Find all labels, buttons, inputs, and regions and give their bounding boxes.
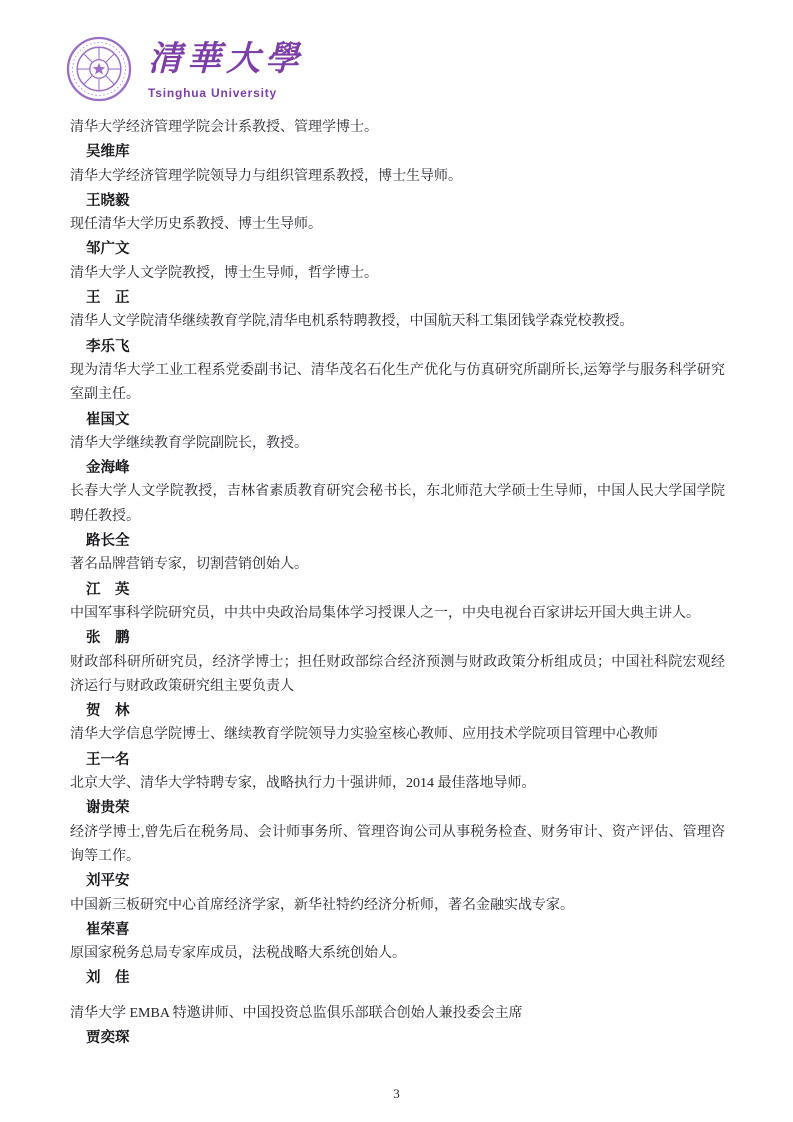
entry-description: 中国军事科学院研究员，中共中央政治局集体学习授课人之一，中央电视台百家讲坛开国大典主讲人。 — [70, 605, 700, 621]
continuation-paragraph: 清华大学经济管理学院会计系教授、管理学博士。 — [70, 120, 378, 135]
entry-name: 张 鹏 — [86, 630, 130, 647]
entry-description: 财政部科研所研究员，经济学博士；担任财政部综合经济预测与财政政策分析组成员；中国社科院宏观经济运行与财政政策研究组主要负责人 — [70, 654, 725, 694]
entry-description: 长春大学人文学院教授，吉林省素质教育研究会秘书长，东北师范大学硕士生导师，中国人民大学国学院聘任教授。 — [70, 484, 725, 524]
page-footer — [0, 1086, 793, 1102]
entry-name: 王晓毅 — [86, 192, 130, 209]
university-name-en: Tsinghua University — [148, 86, 278, 100]
entry-name: 崔荣喜 — [86, 921, 130, 938]
entry-description: 北京大学、清华大学特聘专家，战略执行力十强讲师，2014 最佳落地导师。 — [70, 776, 536, 792]
entry-description: 原国家税务总局专家库成员，法税战略大系统创始人。 — [70, 946, 406, 962]
entry-name: 王 正 — [86, 290, 130, 307]
entry-description: 清华大学人文学院教授，博士生导师，哲学博士。 — [70, 265, 378, 281]
entry-description: 清华大学经济管理学院领导力与组织管理系教授，博士生导师。 — [70, 168, 462, 184]
entry-name: 金海峰 — [86, 460, 130, 477]
header-logo — [66, 36, 304, 102]
entry-name: 刘 佳 — [86, 970, 130, 987]
university-name-zh: 清華大學 — [148, 39, 304, 79]
page-number: 3 — [393, 1086, 400, 1101]
entry-name: 贺 林 — [86, 703, 130, 720]
entry-name: 谢贵荣 — [86, 800, 130, 817]
seal-star — [93, 63, 106, 75]
entry-name: 路长全 — [86, 533, 130, 550]
entry-name: 贾奕琛 — [86, 1029, 130, 1046]
entry-description: 中国新三板研究中心首席经济学家，新华社特约经济分析师，著名金融实战专家。 — [70, 897, 574, 913]
entry-description: 清华大学信息学院博士、继续教育学院领导力实验室核心教师、应用技术学院项目管理中心教师 — [70, 727, 658, 743]
entry-name: 邹广文 — [86, 241, 130, 258]
logo-wordmark — [148, 36, 304, 100]
faculty-list — [70, 116, 725, 1050]
entry-description: 清华大学继续教育学院副院长，教授。 — [70, 435, 308, 451]
entry-description: 现为清华大学工业工程系党委副书记、清华茂名石化生产优化与仿真研究所副所长,运筹学与服务科学研究室副主任。 — [70, 362, 725, 403]
entry-description: 清华大学 EMBA 特邀讲师、中国投资总监俱乐部联合创始人兼投委会主席 — [70, 1005, 523, 1021]
entry-name: 李乐飞 — [86, 338, 130, 355]
entry-name: 王一名 — [86, 751, 130, 768]
entry-description: 著名品牌营销专家，切割营销创始人。 — [70, 557, 308, 573]
entry-name: 吴维库 — [86, 144, 130, 161]
entry-description: 清华人文学院清华继续教育学院,清华电机系特聘教授，中国航天科工集团钱学森党校教授。 — [70, 314, 634, 330]
entry-name: 崔国文 — [86, 411, 130, 428]
tsinghua-seal-icon — [66, 36, 132, 102]
entry-name: 江 英 — [86, 581, 130, 598]
entry-name: 刘平安 — [86, 873, 130, 890]
entry-description: 现任清华大学历史系教授、博士生导师。 — [70, 217, 322, 233]
entry-description: 经济学博士,曾先后在税务局、会计师事务所、管理咨询公司从事税务检查、财务审计、资产评估、管理咨询等工作。 — [70, 824, 725, 864]
